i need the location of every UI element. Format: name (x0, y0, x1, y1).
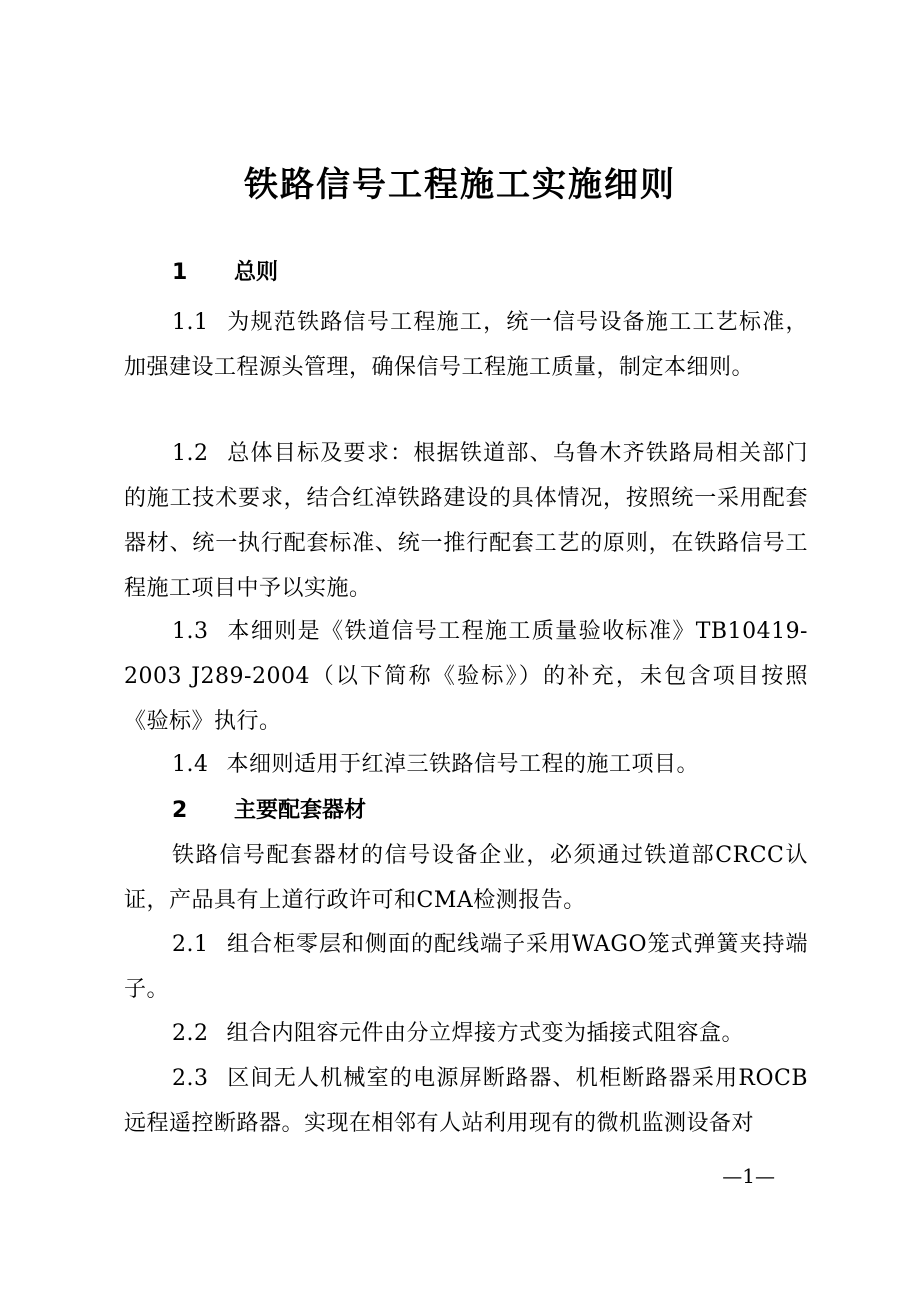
section-heading-2 (172, 796, 366, 826)
clause-number: 1.4 (172, 752, 209, 777)
clause-number: 1.1 (172, 310, 209, 335)
clause-text: 组合内阻容元件由分立焊接方式变为插接式阻容盒。 (226, 1021, 745, 1046)
paragraph-1-4 (124, 742, 808, 787)
clause-number: 2.3 (172, 1066, 209, 1091)
section-title: 总则 (234, 260, 279, 285)
paragraph-2-2 (124, 1011, 808, 1056)
clause-number: 2.1 (172, 932, 209, 957)
section-number: 1 (172, 260, 188, 285)
paragraph-1-3 (124, 609, 808, 744)
page-title: 铁路信号工程施工实施细则 (244, 165, 676, 205)
paragraph-2-1 (124, 922, 808, 1012)
paragraph-1-2 (124, 431, 808, 611)
clause-text: 总体目标及要求：根据铁道部、乌鲁木齐铁路局相关部门的施工技术要求，结合红淖铁路建设的具体情况，按照统一采用配套器材、统一执行配套标准、统一推行配套工艺的原则，在铁路信号工程施工项目中予以实施。 (124, 441, 808, 601)
section-heading-1 (172, 258, 278, 288)
paragraph-1-1 (124, 300, 808, 390)
clause-text: 本细则是《铁道信号工程施工质量验收标准》TB10419-2003 J289-2004（以下简称《验标》）的补充，未包含项目按照《验标》执行。 (124, 619, 808, 734)
section-title: 主要配套器材 (234, 798, 367, 823)
clause-text: 区间无人机械室的电源屏断路器、机柜断路器采用ROCB远程遥控断路器。实现在相邻有人站利用现有的微机监测设备对 (124, 1066, 808, 1136)
section-number: 2 (172, 798, 188, 823)
clause-text: 铁路信号配套器材的信号设备企业，必须通过铁道部CRCC认证，产品具有上道行政许可和CMA检测报告。 (124, 843, 808, 913)
clause-text: 本细则适用于红淖三铁路信号工程的施工项目。 (226, 752, 700, 777)
clause-number: 2.2 (172, 1021, 209, 1046)
clause-number: 1.2 (172, 441, 209, 466)
clause-number: 1.3 (172, 619, 209, 644)
paragraph-2-3 (124, 1056, 808, 1146)
page-number: —1— (722, 1164, 775, 1188)
paragraph-2-intro (124, 833, 808, 923)
clause-text: 为规范铁路信号工程施工，统一信号设备施工工艺标准，加强建设工程源头管理，确保信号工程施工质量，制定本细则。 (124, 310, 808, 380)
clause-text: 组合柜零层和侧面的配线端子采用WAGO笼式弹簧夹持端子。 (124, 932, 808, 1002)
